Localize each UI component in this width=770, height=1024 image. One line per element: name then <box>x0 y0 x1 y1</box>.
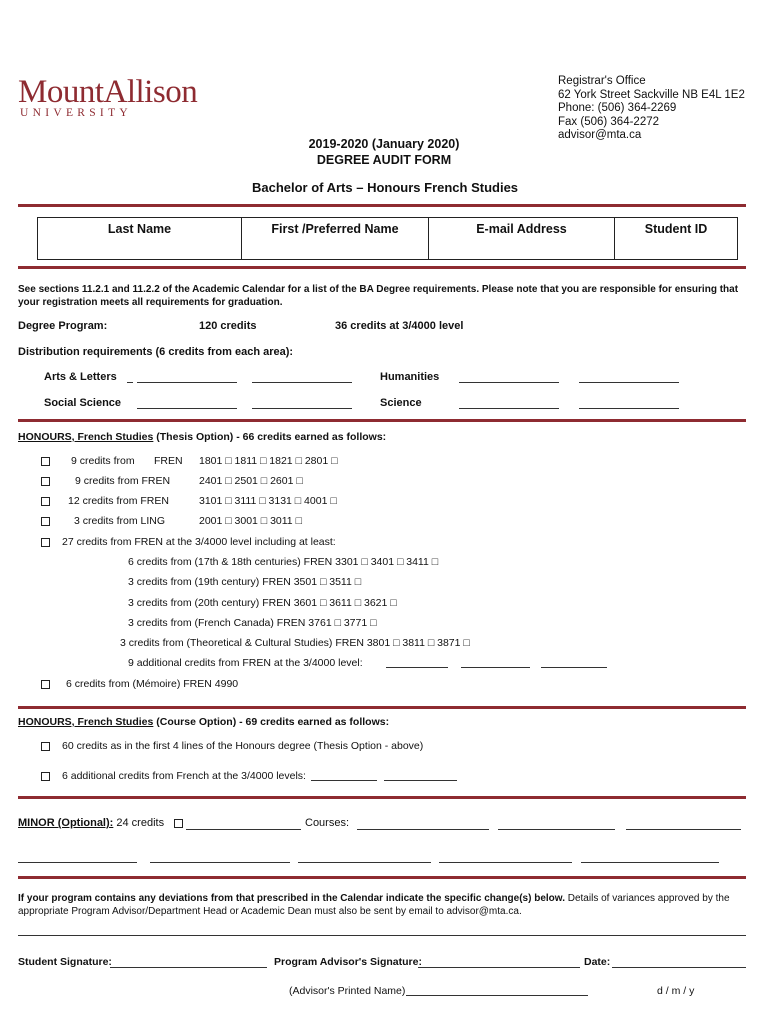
thesis-row-label: 9 credits from FREN <box>75 475 171 487</box>
advisor-signature-label: Program Advisor's Signature: <box>274 956 422 968</box>
social-science-course-1[interactable] <box>137 408 237 409</box>
thesis-row-courses[interactable]: 2401 □ 2501 □ 2601 □ <box>199 475 303 487</box>
social-science-label: Social Science <box>44 397 122 409</box>
minor-course-5[interactable] <box>150 862 290 863</box>
advisor-signature-field[interactable] <box>418 967 580 968</box>
checkbox[interactable] <box>41 742 50 751</box>
date-format-hint: d / m / y <box>657 985 695 997</box>
additional-course-3[interactable] <box>541 667 607 668</box>
office-fax: Fax (506) 364-2272 <box>558 115 660 128</box>
science-course-2[interactable] <box>579 408 679 409</box>
divider <box>18 204 746 207</box>
degree-program-credits: 120 credits <box>199 320 257 332</box>
arts-mark <box>127 382 133 383</box>
thesis-row-courses[interactable]: 2001 □ 3001 □ 3011 □ <box>199 515 302 527</box>
minor-course-8[interactable] <box>581 862 719 863</box>
thesis-heading-underlined: HONOURS, French Studies <box>18 431 154 443</box>
student-info-table <box>37 217 738 260</box>
sub-requirement[interactable]: 3 credits from (19th century) FREN 3501 □ 3511 □ <box>128 576 362 588</box>
degree-program-level: 36 credits at 3/4000 level <box>335 320 464 332</box>
sub-requirement[interactable]: 3 credits from (20th century) FREN 3601 □ 3611 □ 3621 □ <box>128 597 397 609</box>
minor-name-field[interactable] <box>186 829 301 830</box>
additional-course-2[interactable] <box>461 667 530 668</box>
student-signature-label: Student Signature: <box>18 956 112 968</box>
checkbox[interactable] <box>41 477 50 486</box>
course-option-line-2: 6 additional credits from French at the 3/4000 levels: <box>62 770 306 782</box>
deviation-entry-line[interactable] <box>18 935 746 936</box>
checkbox[interactable] <box>41 538 50 547</box>
thesis-row-courses[interactable]: 1801 □ 1811 □ 1821 □ 2801 □ <box>199 455 338 467</box>
divider <box>18 706 746 709</box>
sub-requirement[interactable]: 3 credits from (French Canada) FREN 3761 □ 3771 □ <box>128 617 377 629</box>
thesis-heading-rest: (Thesis Option) - 66 credits earned as follows: <box>153 431 387 443</box>
degree-program-label: Degree Program: <box>18 320 108 332</box>
checkbox[interactable] <box>41 772 50 781</box>
sub-requirement[interactable]: 6 credits from (17th & 18th centuries) FREN 3301 □ 3401 □ 3411 □ <box>128 556 439 568</box>
divider <box>18 419 746 422</box>
advisor-printed-name-label: (Advisor's Printed Name) <box>289 985 406 997</box>
course-option-line-1: 60 credits as in the first 4 lines of the Honours degree (Thesis Option - above) <box>62 740 424 752</box>
minor-label: MINOR (Optional): <box>18 817 114 829</box>
thesis-row-prefix: FREN <box>154 455 183 467</box>
registrar-office-block <box>558 75 745 143</box>
checkbox[interactable] <box>41 457 50 466</box>
additional-course-1[interactable] <box>386 667 448 668</box>
minor-row <box>18 817 164 829</box>
checkbox[interactable] <box>41 517 50 526</box>
office-address: 62 York Street Sackville NB E4L 1E2 <box>558 88 745 101</box>
deviation-bold-text: If your program contains any deviations from that prescribed in the Calendar indicate the specific change(s) below. <box>18 893 565 904</box>
deviation-rest-text: Details of variances approved by the appropriate Program Advisor/Department Head or Academic Dean must also be sent by email to advisor@mta.ca. <box>18 893 730 917</box>
date-label: Date: <box>584 956 611 968</box>
minor-checkbox[interactable] <box>174 819 183 828</box>
minor-course-4[interactable] <box>18 862 137 863</box>
checkbox[interactable] <box>41 680 50 689</box>
course-option-heading <box>18 716 389 728</box>
distribution-label: Distribution requirements (6 credits from each area): <box>18 346 294 358</box>
thesis-level-label: 27 credits from FREN at the 3/4000 level including at least: <box>62 536 336 548</box>
minor-credits: 24 credits <box>116 817 165 829</box>
minor-course-3[interactable] <box>626 829 741 830</box>
social-science-course-2[interactable] <box>252 408 352 409</box>
office-email: advisor@mta.ca <box>558 129 642 141</box>
divider <box>18 876 746 879</box>
arts-course-1[interactable] <box>137 382 237 383</box>
arts-letters-label: Arts & Letters <box>44 371 117 383</box>
sub-requirement[interactable]: 9 additional credits from FREN at the 3/4000 level: <box>128 657 363 669</box>
form-year: 2019-2020 (January 2020) <box>308 137 460 151</box>
university-logo: MountAllison <box>18 74 198 110</box>
french-course-2[interactable] <box>384 780 457 781</box>
course-heading-underlined: HONOURS, French Studies <box>18 716 154 728</box>
office-phone: Phone: (506) 364-2269 <box>558 102 677 114</box>
checkbox[interactable] <box>41 497 50 506</box>
deviation-note <box>18 892 748 918</box>
minor-course-7[interactable] <box>439 862 572 863</box>
university-logo-subtitle: UNIVERSITY <box>20 107 132 119</box>
first-name-field[interactable]: First /Preferred Name <box>242 218 429 259</box>
french-course-1[interactable] <box>311 780 377 781</box>
email-field[interactable]: E-mail Address <box>429 218 615 259</box>
student-id-field[interactable]: Student ID <box>644 222 708 236</box>
last-name-field[interactable]: Last Name <box>38 218 242 259</box>
minor-course-6[interactable] <box>298 862 431 863</box>
sub-requirement[interactable]: 3 credits from (Theoretical & Cultural Studies) FREN 3801 □ 3811 □ 3871 □ <box>120 637 470 649</box>
science-course-1[interactable] <box>459 408 559 409</box>
thesis-row-label: 12 credits from FREN <box>68 495 169 507</box>
course-heading-rest: (Course Option) - 69 credits earned as follows: <box>153 716 390 728</box>
thesis-option-heading <box>18 431 386 443</box>
divider <box>18 266 746 269</box>
date-field[interactable] <box>612 967 746 968</box>
humanities-label: Humanities <box>380 371 440 383</box>
intro-text: See sections 11.2.1 and 11.2.2 of the Academic Calendar for a list of the BA Degree requirements. Please note that you are responsible for ensuring that your registration meets all requirements for graduation. <box>18 284 739 308</box>
humanities-course-2[interactable] <box>579 382 679 383</box>
minor-course-2[interactable] <box>498 829 615 830</box>
degree-title: Bachelor of Arts – Honours French Studies <box>251 180 519 195</box>
thesis-row-label: 9 credits from <box>71 455 135 467</box>
student-signature-field[interactable] <box>110 967 267 968</box>
advisor-printed-name-field[interactable] <box>406 995 588 996</box>
thesis-row-label: 3 credits from LING <box>74 515 166 527</box>
humanities-course-1[interactable] <box>459 382 559 383</box>
thesis-row-courses[interactable]: 3101 □ 3111 □ 3131 □ 4001 □ <box>199 495 337 507</box>
arts-course-2[interactable] <box>252 382 352 383</box>
minor-course-1[interactable] <box>357 829 489 830</box>
form-title: DEGREE AUDIT FORM <box>316 153 452 167</box>
science-label: Science <box>380 397 422 409</box>
memoire-requirement: 6 credits from (Mémoire) FREN 4990 <box>66 678 239 690</box>
office-name: Registrar's Office <box>558 75 646 87</box>
minor-courses-label: Courses: <box>305 817 350 829</box>
divider <box>18 796 746 799</box>
